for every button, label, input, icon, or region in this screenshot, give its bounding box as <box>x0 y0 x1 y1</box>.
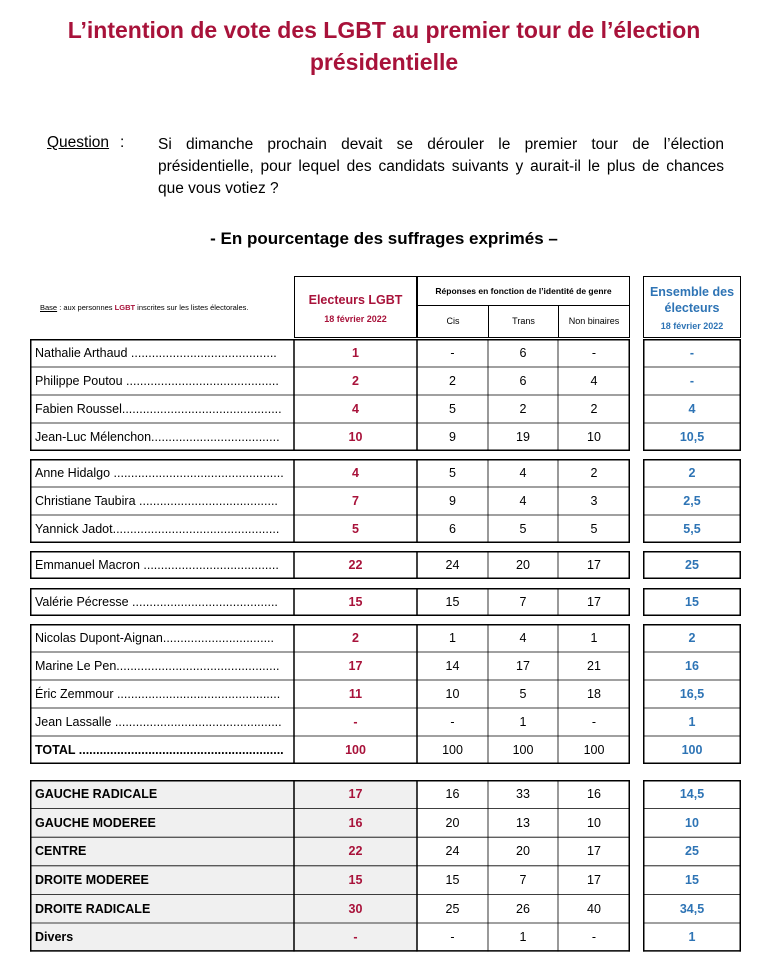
cell-nb: 10 <box>587 815 601 830</box>
question-label: Question <box>47 134 110 151</box>
cell-cis: 2 <box>449 374 456 388</box>
cell-all: 10 <box>685 815 699 830</box>
cell-nb: 40 <box>587 901 601 916</box>
cell-trans: 2 <box>519 402 527 416</box>
cell-lgbt: 17 <box>348 659 363 673</box>
row-label: DROITE MODEREE <box>30 866 294 895</box>
cell-all: 1 <box>688 715 696 729</box>
cell-trans: 4 <box>519 466 527 480</box>
cell-trans: 4 <box>519 631 527 645</box>
table-row <box>30 515 741 543</box>
cell-nb: 3 <box>590 494 598 508</box>
table-group <box>30 588 741 616</box>
cell-nb: - <box>591 930 597 945</box>
cell-nb: - <box>591 715 597 729</box>
table-row <box>30 652 741 680</box>
cell-nb: 10 <box>587 430 601 444</box>
base-note-label: Base <box>40 303 58 312</box>
table-row <box>30 866 741 895</box>
header-gender <box>417 276 630 338</box>
cell-cis: 14 <box>445 659 460 673</box>
cell-all: 16,5 <box>679 687 705 701</box>
cell-cis: - <box>450 346 455 360</box>
question-text: Si dimanche prochain devait se dérouler le premier tour de l’élection présidentielle, pour lequel des candidats suivants y aurait-il le plus de chances que vous votiez ? <box>158 136 724 197</box>
cell-all: 2 <box>688 631 696 645</box>
cell-trans: 26 <box>516 901 530 916</box>
base-note <box>40 303 248 312</box>
cell-lgbt: 17 <box>294 780 417 809</box>
row-label: Nicolas Dupont-Aignan................................ <box>35 631 274 645</box>
cell-trans: 1 <box>519 715 527 729</box>
cell-lgbt: 22 <box>294 837 417 866</box>
header-non-binary: Non binaires <box>568 316 620 326</box>
cell-trans: 7 <box>519 873 527 888</box>
cell-trans: 6 <box>519 374 527 388</box>
cell-all: 16 <box>685 659 699 673</box>
cell-lgbt: 10 <box>348 430 363 444</box>
cell-cis: 25 <box>445 901 460 916</box>
cell-cis: - <box>450 715 455 729</box>
cell-cis: 20 <box>445 815 460 830</box>
row-label: CENTRE <box>30 837 294 866</box>
table-group <box>30 339 741 451</box>
cell-cis: 6 <box>449 522 456 536</box>
cell-all: 2 <box>688 466 696 480</box>
cell-lgbt: - <box>353 715 358 729</box>
cell-lgbt: 15 <box>294 866 417 895</box>
cell-all: 5,5 <box>683 522 701 536</box>
cell-trans: 4 <box>519 494 527 508</box>
table-row <box>30 708 741 736</box>
row-label: Yannick Jadot................................................ <box>35 522 280 536</box>
header-cis: Cis <box>418 305 489 337</box>
cell-nb: - <box>591 346 597 360</box>
cell-trans: 5 <box>519 522 527 536</box>
cell-lgbt: 16 <box>294 809 417 838</box>
header-lgbt-title: Electeurs LGBT <box>308 293 403 307</box>
cell-lgbt: 2 <box>352 374 359 388</box>
cell-trans: 5 <box>519 687 527 701</box>
cell-all: 34,5 <box>679 901 705 916</box>
cell-nb: 2 <box>590 402 598 416</box>
cell-lgbt: 15 <box>348 595 363 609</box>
cell-nb: 17 <box>587 595 601 609</box>
question-colon: : <box>120 134 125 151</box>
header-lgbt <box>294 276 417 338</box>
cell-nb: 16 <box>587 787 601 802</box>
row-label: Valérie Pécresse .......................................... <box>35 595 278 609</box>
cell-all: 25 <box>685 844 699 859</box>
cell-trans: 33 <box>516 787 530 802</box>
table-group <box>30 624 741 764</box>
cell-cis: - <box>450 930 455 945</box>
header-all-voters <box>643 276 741 338</box>
row-label: DROITE RADICALE <box>30 894 294 923</box>
base-note-text-after: inscrites sur les listes électorales. <box>135 303 249 312</box>
cell-lgbt: 4 <box>352 466 359 480</box>
row-label: Marine Le Pen............................................... <box>35 659 280 673</box>
cell-lgbt: 100 <box>345 743 366 757</box>
cell-lgbt: 2 <box>352 631 359 645</box>
row-label: Éric Zemmour ............................................... <box>35 687 281 701</box>
base-note-highlight: LGBT <box>114 303 136 312</box>
row-label: TOTAL ........................................................... <box>35 743 284 757</box>
table-row <box>30 680 741 708</box>
cell-all: 4 <box>688 402 696 416</box>
table-group <box>30 551 741 579</box>
cell-cis: 9 <box>449 430 456 444</box>
cell-lgbt: 7 <box>352 494 359 508</box>
cell-cis: 10 <box>445 687 460 701</box>
header-trans: Trans <box>489 305 559 337</box>
row-label: Emmanuel Macron ....................................... <box>35 558 279 572</box>
cell-all: - <box>689 346 695 360</box>
cell-nb: 17 <box>587 558 601 572</box>
row-label: Divers <box>30 923 294 952</box>
cell-nb: 5 <box>590 522 598 536</box>
cell-nb: 1 <box>590 631 598 645</box>
table-group <box>30 780 741 952</box>
cell-cis: 16 <box>445 787 460 802</box>
header-gender-title: Réponses en fonction de l’identité de genre <box>418 277 629 306</box>
cell-nb: 2 <box>590 466 598 480</box>
row-label: GAUCHE MODEREE <box>30 809 294 838</box>
cell-cis: 24 <box>445 844 460 859</box>
cell-lgbt: 1 <box>352 346 359 360</box>
table-row <box>30 780 741 809</box>
table-row <box>30 423 741 451</box>
cell-trans: 6 <box>519 346 527 360</box>
cell-cis: 1 <box>449 631 456 645</box>
row-label: Anne Hidalgo ................................................. <box>35 466 284 480</box>
cell-all: 25 <box>685 558 699 572</box>
cell-all: 15 <box>685 595 699 609</box>
cell-trans: 1 <box>519 930 527 945</box>
cell-all: 10,5 <box>679 430 705 444</box>
cell-trans: 20 <box>516 844 530 859</box>
cell-nb: 17 <box>587 844 601 859</box>
cell-cis: 100 <box>442 743 463 757</box>
cell-cis: 5 <box>449 402 456 416</box>
cell-cis: 15 <box>445 595 460 609</box>
table-row <box>30 736 741 764</box>
cell-trans: 13 <box>516 815 530 830</box>
base-note-text-before: : aux personnes <box>57 303 115 312</box>
cell-trans: 17 <box>516 659 530 673</box>
table-row <box>30 367 741 395</box>
row-label: Fabien Roussel.............................................. <box>35 402 282 416</box>
header-all-date: 18 février 2022 <box>660 321 724 331</box>
cell-all: 15 <box>685 873 699 888</box>
cell-cis: 5 <box>449 466 456 480</box>
table-row <box>30 487 741 515</box>
row-label: Christiane Taubira ........................................ <box>35 494 278 508</box>
cell-lgbt: 5 <box>352 522 359 536</box>
cell-cis: 9 <box>449 494 456 508</box>
cell-all: 1 <box>688 930 696 945</box>
cell-trans: 100 <box>512 743 534 757</box>
table-row <box>30 395 741 423</box>
table-row <box>30 923 741 952</box>
page-title: L’intention de vote des LGBT au premier tour de l’élection présidentielle <box>67 17 701 75</box>
cell-lgbt: 30 <box>294 894 417 923</box>
cell-lgbt: 11 <box>348 687 363 701</box>
table-row <box>30 459 741 487</box>
cell-lgbt: - <box>294 923 417 952</box>
table-row <box>30 339 741 367</box>
table-row <box>30 551 741 579</box>
cell-cis: 24 <box>445 558 460 572</box>
table-group <box>30 459 741 543</box>
header-lgbt-date: 18 février 2022 <box>324 314 387 324</box>
subtitle: - En pourcentage des suffrages exprimés – <box>210 229 558 248</box>
table-row <box>30 809 741 838</box>
cell-nb: 4 <box>590 374 598 388</box>
cell-all: 100 <box>681 743 703 757</box>
row-label: Philippe Poutou ............................................ <box>35 374 279 388</box>
header-all-title: Ensemble des électeurs <box>649 285 735 315</box>
table-row <box>30 837 741 866</box>
cell-nb: 21 <box>587 659 601 673</box>
cell-nb: 17 <box>587 873 601 888</box>
row-label: Jean-Luc Mélenchon..................................... <box>35 430 280 444</box>
cell-trans: 19 <box>516 430 530 444</box>
cell-nb: 18 <box>587 687 601 701</box>
cell-all: 2,5 <box>683 494 701 508</box>
table-row <box>30 894 741 923</box>
row-label: GAUCHE RADICALE <box>30 780 294 809</box>
table-row <box>30 588 741 616</box>
table-row <box>30 624 741 652</box>
row-label: Jean Lassalle ................................................ <box>35 715 282 729</box>
cell-nb: 100 <box>583 743 605 757</box>
cell-trans: 20 <box>516 558 530 572</box>
cell-lgbt: 4 <box>352 402 359 416</box>
cell-cis: 15 <box>445 873 460 888</box>
cell-all: - <box>689 374 695 388</box>
cell-trans: 7 <box>519 595 527 609</box>
cell-all: 14,5 <box>679 787 705 802</box>
row-label: Nathalie Arthaud .......................................... <box>35 346 277 360</box>
cell-lgbt: 22 <box>348 558 363 572</box>
